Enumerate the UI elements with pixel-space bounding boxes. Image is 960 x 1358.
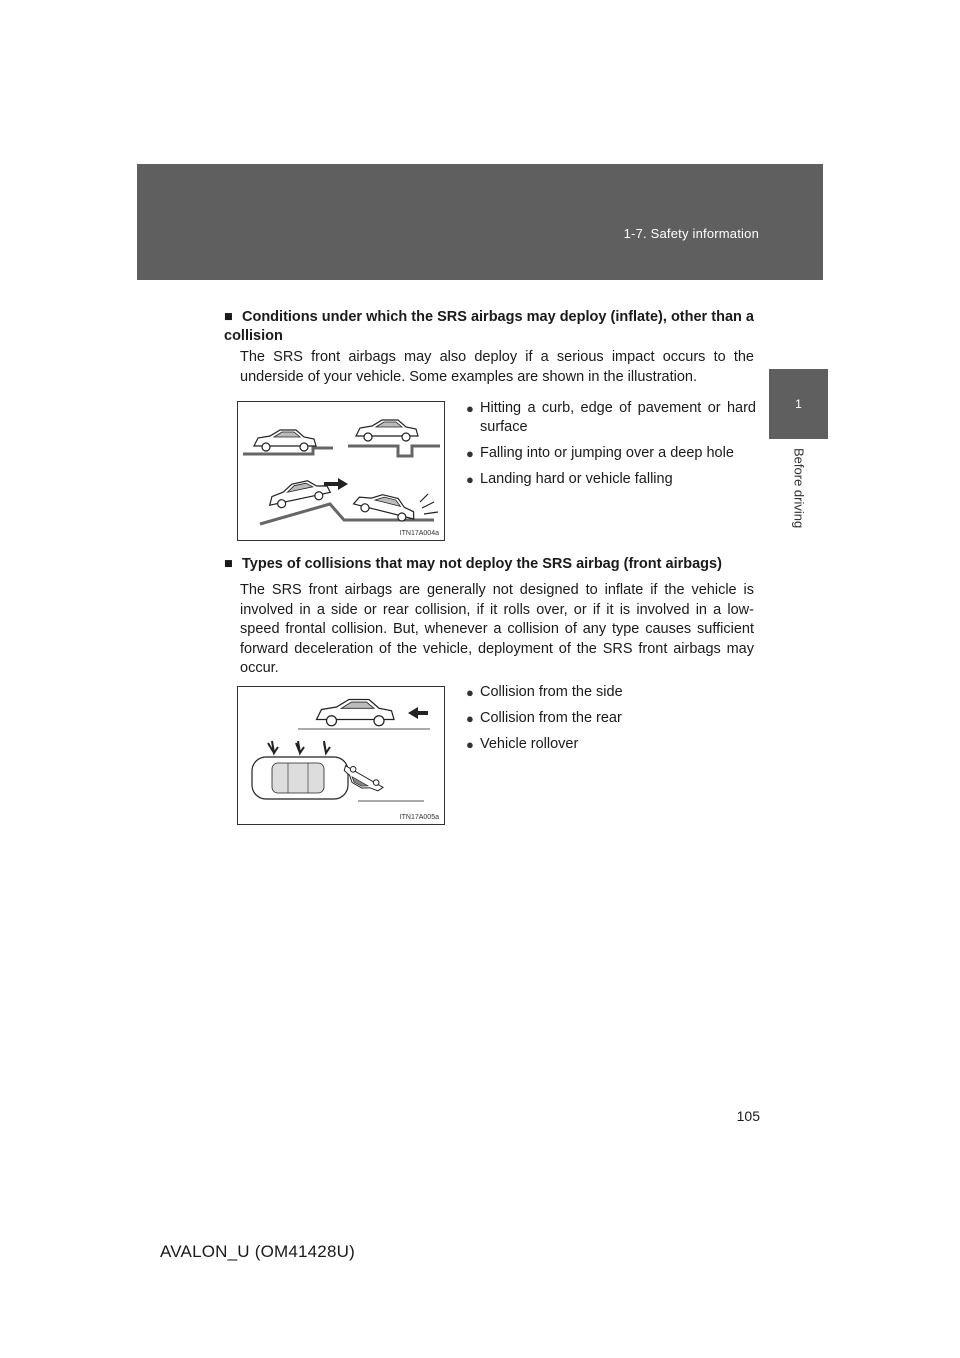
circle-bullet-icon: ● <box>466 737 474 752</box>
car-icon <box>254 430 316 451</box>
arrow-down-icon <box>324 741 330 753</box>
page-number: 105 <box>736 1108 760 1124</box>
figure-code: ITN17A004a <box>399 530 439 537</box>
car-icon <box>352 488 417 523</box>
arrow-left-icon <box>408 707 428 719</box>
circle-bullet-icon: ● <box>466 685 474 700</box>
square-bullet-icon: ■ <box>224 309 233 325</box>
circle-bullet-icon: ● <box>466 711 474 726</box>
car-top-view-icon <box>252 757 348 799</box>
figure-code: ITN17A005a <box>399 814 439 821</box>
impact-lines-icon <box>420 494 438 514</box>
list-item: ● Landing hard or vehicle falling <box>466 471 673 487</box>
heading-text: Conditions under which the SRS airbags may deploy (inflate), other than a collision <box>224 309 754 344</box>
section-heading-deploy-conditions <box>224 308 754 346</box>
paragraph-deploy-conditions: The SRS front airbags may also deploy if a serious impact occurs to the underside of your vehicle. Some examples are shown in the illustration. <box>240 349 754 385</box>
chapter-name: Before driving <box>791 448 807 529</box>
header-band <box>137 164 823 280</box>
list-item: ● Collision from the side <box>466 684 623 700</box>
arrow-down-icon <box>268 741 278 753</box>
paragraph-no-deploy: The SRS front airbags are generally not designed to inflate if the vehicle is involved in a side or rear collision, if it rolls over, or if it is involved in a low-speed frontal collision. But, whenever a collision of any type causes sufficient forward deceleration of the vehicle, deployment of the SRS front airbags may occur. <box>240 582 754 676</box>
chapter-tab[interactable] <box>769 369 828 439</box>
underbody-impact-drawing <box>238 402 444 540</box>
section-title: 1-7. Safety information <box>623 226 759 241</box>
arrow-down-icon <box>296 741 304 753</box>
deploy-conditions-list <box>466 399 756 496</box>
no-deploy-list <box>466 683 756 761</box>
circle-bullet-icon: ● <box>466 472 474 487</box>
collision-types-drawing <box>238 687 444 824</box>
circle-bullet-icon: ● <box>466 446 474 461</box>
chapter-number: 1 <box>795 397 802 411</box>
chapter-side-label <box>774 448 824 548</box>
car-icon <box>356 420 418 441</box>
list-item: ● Hitting a curb, edge of pavement or hard surface <box>466 400 756 435</box>
circle-bullet-icon: ● <box>466 401 474 416</box>
list-item: ● Falling into or jumping over a deep hole <box>466 445 734 461</box>
section-heading-no-deploy <box>224 555 754 574</box>
square-bullet-icon: ■ <box>224 556 233 572</box>
list-item: ● Vehicle rollover <box>466 736 579 752</box>
illustration-collision-types <box>237 686 445 825</box>
car-icon <box>317 700 395 726</box>
illustration-underbody-impacts <box>237 401 445 541</box>
manual-code: AVALON_U (OM41428U) <box>160 1242 355 1261</box>
list-item: ● Collision from the rear <box>466 710 622 726</box>
heading-text: Types of collisions that may not deploy the SRS airbag (front airbags) <box>242 556 722 572</box>
